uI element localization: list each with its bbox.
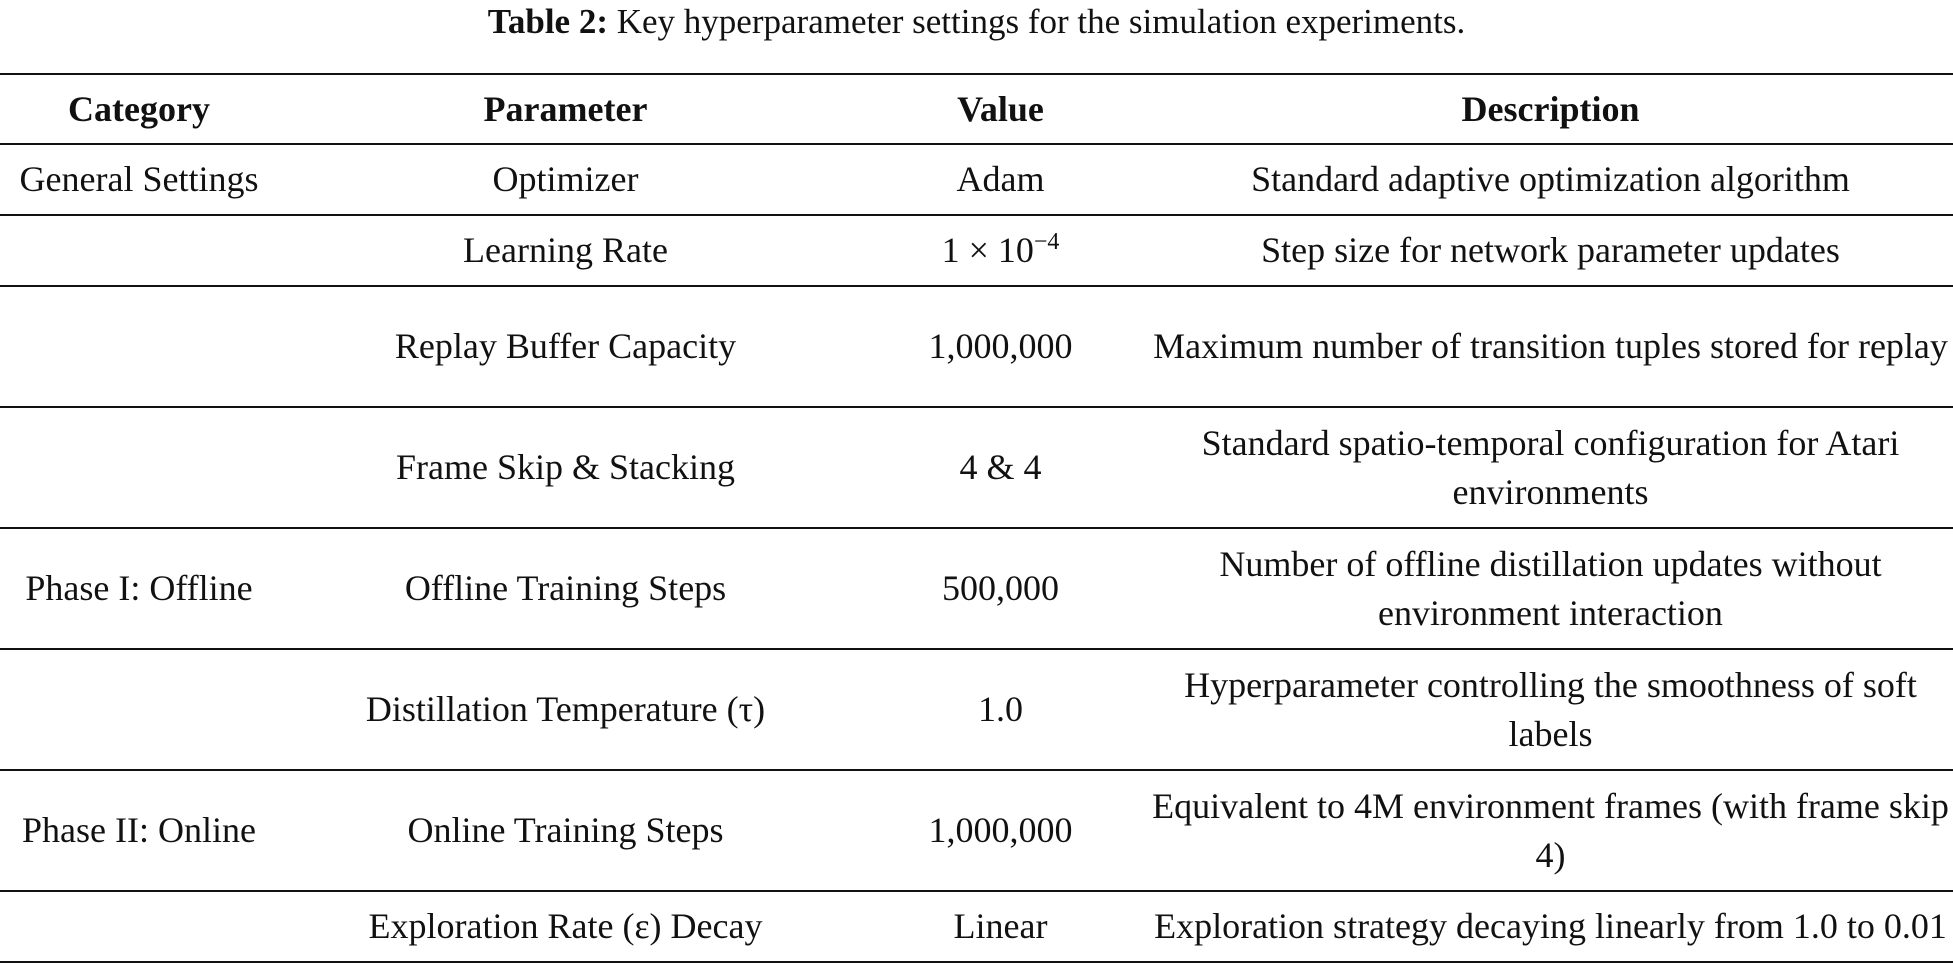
hyperparameter-table	[0, 73, 1953, 963]
row-parameter: Optimizer	[492, 159, 639, 199]
row-parameter: Learning Rate	[463, 230, 668, 270]
table-row	[0, 407, 1953, 528]
row-description: Equivalent to 4M environment frames (with frame skip 4)	[1152, 785, 1949, 875]
row-parameter: Exploration Rate (ε) Decay	[368, 906, 763, 946]
table-caption-label: Table 2:	[487, 2, 608, 41]
row-parameter: Offline Training Steps	[404, 568, 727, 608]
row-value: 1,000,000	[928, 810, 1073, 850]
row-parameter: Distillation Temperature (τ)	[365, 689, 766, 729]
row-value-base: 1 × 10	[941, 230, 1034, 270]
table-caption-text: Key hyperparameter settings for the simulation experiments.	[616, 2, 1466, 41]
table-header-row	[0, 74, 1953, 144]
header-description: Description	[1461, 88, 1640, 129]
row-value: Adam	[956, 159, 1045, 199]
row-category	[0, 286, 278, 407]
table-row	[0, 770, 1953, 891]
row-category	[0, 649, 278, 770]
row-category: Phase I: Offline	[25, 568, 253, 608]
row-description: Hyperparameter controlling the smoothness of soft labels	[1184, 664, 1917, 754]
table-row	[0, 215, 1953, 286]
row-description: Maximum number of transition tuples stored for replay	[1153, 326, 1948, 366]
row-description: Standard spatio-temporal configuration for Atari environments	[1201, 422, 1900, 512]
row-description: Number of offline distillation updates without environment interaction	[1219, 543, 1882, 633]
row-category	[0, 891, 278, 962]
row-parameter: Replay Buffer Capacity	[394, 326, 737, 366]
row-value: Linear	[953, 906, 1048, 946]
row-description: Exploration strategy decaying linearly from 1.0 to 0.01	[1154, 906, 1947, 946]
header-value: Value	[957, 88, 1044, 129]
header-parameter: Parameter	[483, 88, 648, 129]
row-parameter: Online Training Steps	[407, 810, 724, 850]
row-category: General Settings	[19, 159, 259, 199]
row-value: 1,000,000	[928, 326, 1073, 366]
row-description: Step size for network parameter updates	[1261, 230, 1840, 270]
row-category	[0, 407, 278, 528]
row-description: Standard adaptive optimization algorithm	[1251, 159, 1850, 199]
table-caption	[0, 0, 1953, 56]
table-row	[0, 286, 1953, 407]
row-category	[0, 215, 278, 286]
table-row	[0, 528, 1953, 649]
row-value: 4 & 4	[959, 447, 1042, 487]
row-category: Phase II: Online	[22, 810, 256, 850]
header-category: Category	[68, 88, 210, 129]
row-value: 500,000	[942, 568, 1059, 608]
row-parameter: Frame Skip & Stacking	[396, 447, 735, 487]
table-row	[0, 891, 1953, 962]
table-row	[0, 144, 1953, 215]
row-value-exponent: −4	[1033, 229, 1060, 255]
row-value: 1.0	[978, 689, 1023, 729]
row-value	[853, 215, 1148, 286]
table-row	[0, 649, 1953, 770]
